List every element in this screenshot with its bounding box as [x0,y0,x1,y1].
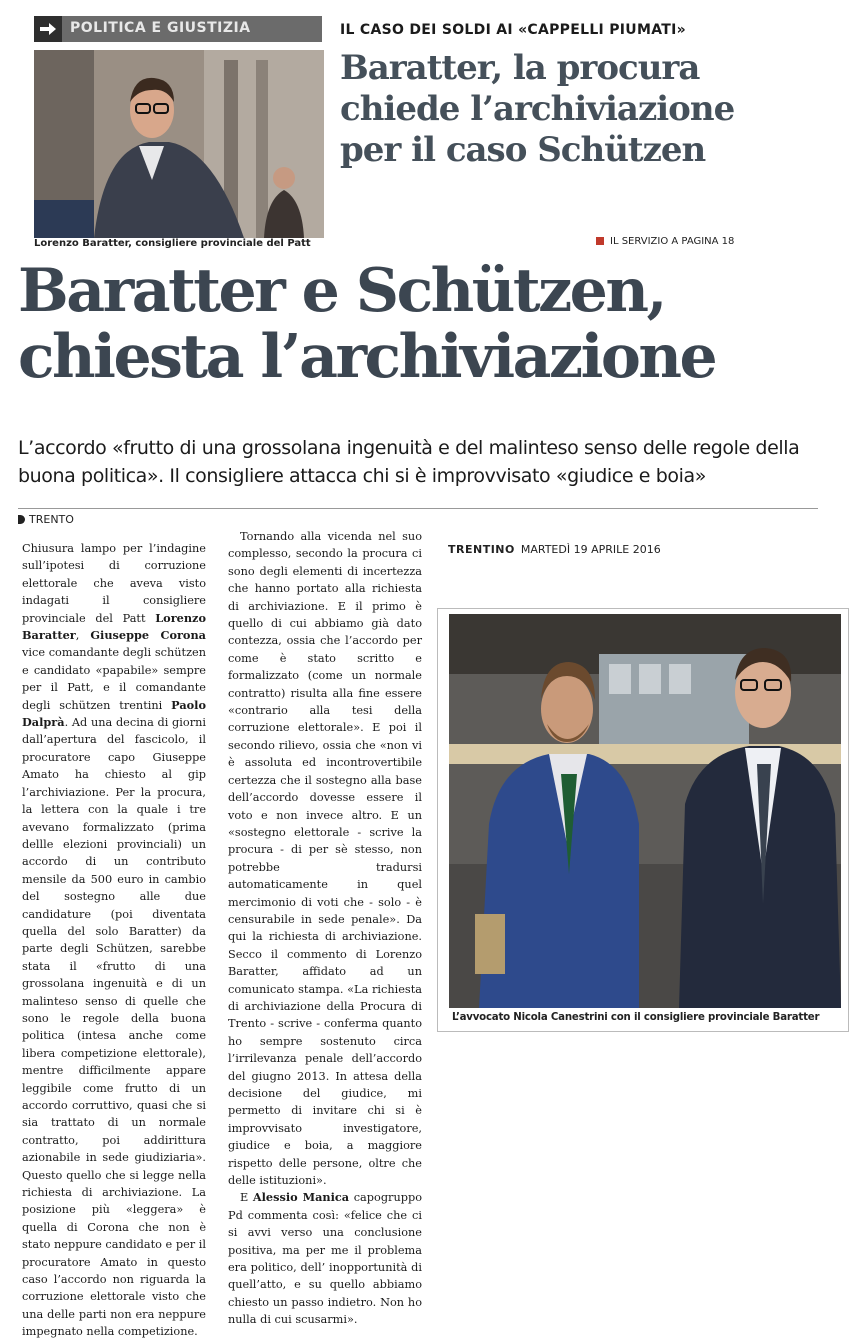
paragraph [22,540,206,1341]
teaser-headline [340,48,740,171]
text-run: vice comandante degli schützen e candidato «papabile» sempre per il Patt, e il comandante degli schützen trentini [22,646,206,712]
text-run: , [75,629,91,643]
page-reference-text: IL SERVIZIO A PAGINA 18 [610,236,735,247]
article-column-1 [22,540,206,1341]
section-label: POLITICA E GIUSTIZIA [70,20,251,36]
divider [18,508,818,509]
teaser-photo [34,50,324,238]
page-reference [596,236,734,247]
teaser-kicker: IL CASO DEI SOLDI AI «CAPPELLI PIUMATI» [340,22,686,38]
article-headline [18,258,838,390]
article-column-2 [228,528,422,1329]
teaser-photo-caption: Lorenzo Baratter, consigliere provinciale del Patt [34,238,311,249]
text-run: capogruppo Pd commenta così: «felice che ci si avvi verso una conclusione positiva, ma per me il problema era politico, dell’ inopportunità di quell’atto, e su quello abbiamo chiesto un passo indietro. Non ho nulla di cui scusarmi». [228,1191,422,1327]
bold-name: Alessio Manica [252,1190,350,1205]
source-line [448,543,661,556]
publication-date: MARTEDÌ 19 APRILE 2016 [520,543,661,556]
teaser-headline-line: chiede l’archiviazione [340,89,735,129]
text-run: Chiusura lampo per l’indagine sull’ipotesi di corruzione elettorale che aveva visto indagati il consigliere provinciale del Patt [22,542,206,625]
bold-name: Lorenzo Baratter [22,610,206,643]
text-run: . Ad una decina di giorni dall’apertura del fascicolo, il procuratore capo Giuseppe Amato ha chiesto al gip l’archiviazione. Per la procura, la lettera con la quale i tre avevano formalizzato (prima dellle elezioni provinciali) un accordo di un contributo mensile da 500 euro in cambio del sostegno alle due candidature (poi diventata quella del solo Baratter) da parte degli Schützen, sarebbe stata il «frutto di una grossolana ingenuità e di un malinteso senso di quelle che sono le regole della buona politica (intesa anche come libera competizione elettorale), mentre difficilmente appare leggibile come frutto di un accordo corruttivo, quasi che si sia trattato di un normale contratto, poi addirittura azionabile in sede giudiziaria». Questo quello che si legge nella richiesta di archiviazione. La posizione più «leggera» è quella di Corona che non è stato neppure candidato e per il procuratore Amato in questo caso l’accordo non riguarda la corruzione elettorale visto che una delle parti non era neppure impegnato nella competizione. [22,716,206,1339]
dateline [18,513,74,526]
dateline-marker-icon [18,515,25,524]
teaser-headline-line: Baratter, la procura [340,48,700,88]
section-banner [34,16,322,42]
publication-name: TRENTINO [448,543,515,556]
bold-name: Giuseppe Corona [90,628,207,643]
article-headline-line: Baratter e Schützen, [18,256,665,326]
paragraph [228,1189,422,1328]
square-bullet-icon [596,237,604,245]
paragraph: Tornando alla vicenda nel suo complesso, secondo la procura ci sono degli elementi di incertezza che hanno portato alla richiesta di archiviazione. E il primo è quello di cui abbiamo già dato contezza, ossia che l’accordo per come è stato scritto e formalizzato (come un normale contratto) risulta alla fine essere «contrario alla tesi della corruzione elettorale». E poi il secondo rilievo, ossia che «non vi è assoluta ed incontrovertibile certezza che il sostegno alla base dell’accordo dovesse essere il voto e non invece altro. E un «sostegno elettorale - scrive la procura - di per sè stesso, non potrebbe tradursi automaticamente in quel mercimonio di voti che - solo - è censurabile in sede penale». Da qui la richiesta di archiviazione. Secco il commento di Lorenzo Baratter, affidato ad un comunicato stampa. «La richiesta di archiviazione della Procura di Trento - scrive - conferma quanto ho sempre sostenuto circa l’irrilevanza penale dell’accordo del giugno 2013. In attesa della decisione del giudice, mi permetto di invitare chi si è improvvisato investigatore, giudice e boia, a maggiore rispetto delle persone, oltre che delle istituzioni». [228,530,422,1188]
article-photo-caption: L’avvocato Nicola Canestrini con il consigliere provinciale Baratter [452,1012,820,1023]
arrow-right-icon [34,16,62,42]
teaser-headline-line: per il caso Schützen [340,130,706,170]
text-run: E [240,1191,253,1205]
bold-name: Paolo Dalprà [22,697,206,730]
article-photo [449,614,841,1008]
teaser-box [26,10,736,250]
article-subheadline: L’accordo «frutto di una grossolana ingenuità e del malinteso senso delle regole della buona politica». Il consigliere attacca chi si è improvvisato «giudice e boia» [18,437,800,487]
dateline-text: TRENTO [29,513,74,526]
article-headline-line: chiesta l’archiviazione [18,322,716,392]
